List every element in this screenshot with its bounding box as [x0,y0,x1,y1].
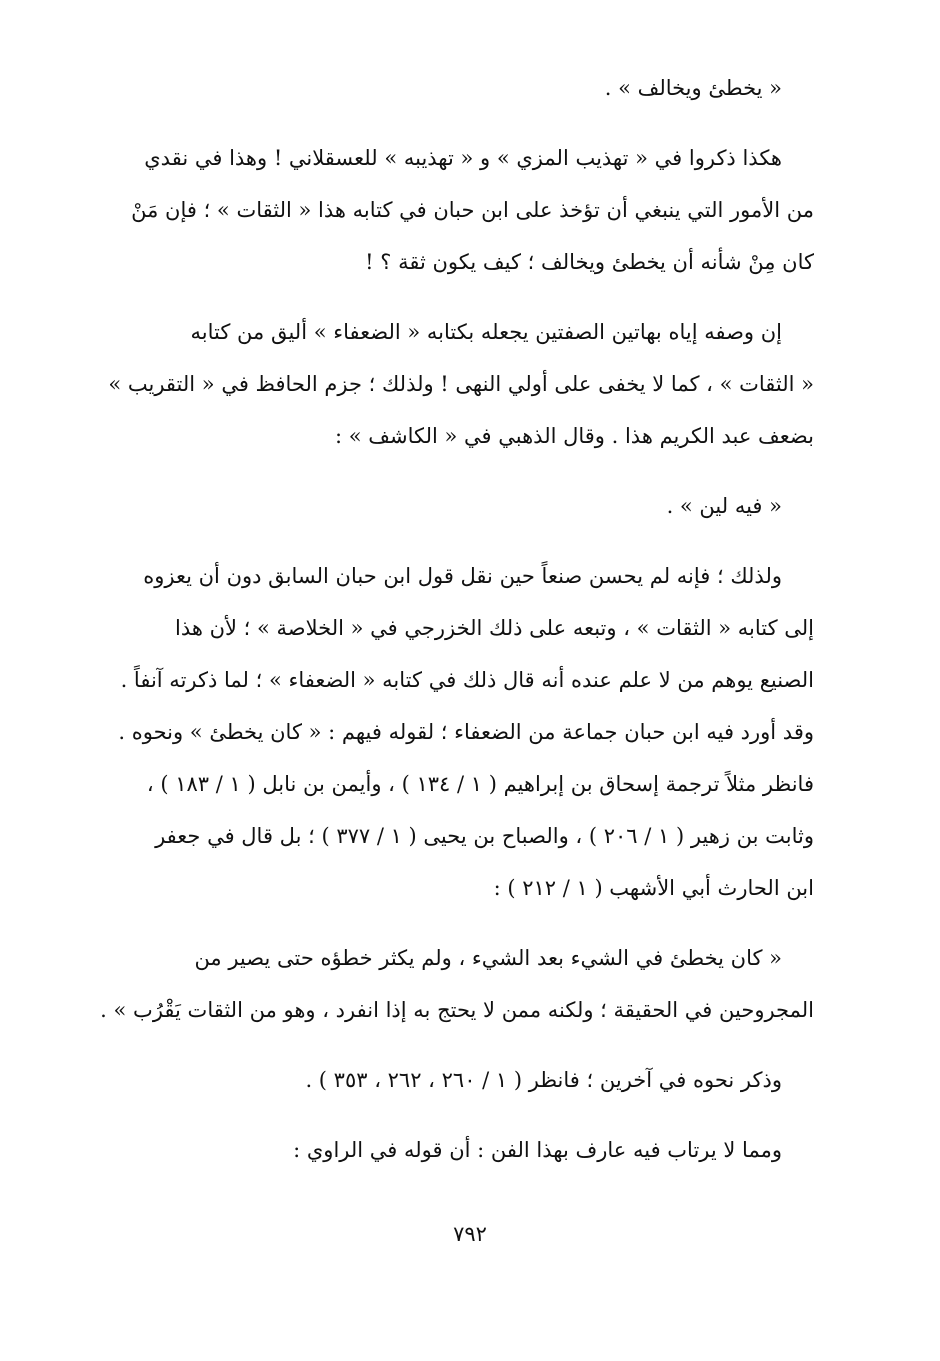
paragraph-3 [84,306,814,462]
text-line: ابن الحارث أبي الأشهب ( ١ / ٢١٢ ) : [493,876,814,900]
text-line: وقد أورد فيه ابن حبان جماعة من الضعفاء ؛ لقوله فيهم : « كان يخطئ » ونحوه . [118,720,814,744]
paragraph-quote-1 [84,62,814,114]
paragraph-quote-3 [84,932,814,1036]
paragraph-2 [84,132,814,288]
paragraph-8 [84,1124,814,1176]
text-line: كان مِنْ شأنه أن يخطئ ويخالف ؛ كيف يكون ثقة ؟ ! [365,250,814,274]
page-number: ٧٩٢ [453,1222,487,1246]
paragraph-7 [84,1054,814,1106]
text-line: الصنيع يوهم من لا علم عنده أنه قال ذلك في كتابه « الضعفاء » ؛ لما ذكرته آنفاً . [120,668,814,692]
text-line: « يخطئ ويخالف » . [604,76,782,100]
text-line: « كان يخطئ في الشيء بعد الشيء ، ولم يكثر خطؤه حتى يصير من [194,946,782,970]
page-body [84,62,814,1312]
text-line: بضعف عبد الكريم هذا . وقال الذهبي في « الكاشف » : [335,424,814,448]
text-line: ومما لا يرتاب فيه عارف بهذا الفن : أن قوله في الراوي : [293,1138,782,1162]
text-line: وذكر نحوه في آخرين ؛ فانظر ( ١ / ٢٦٠ ، ٢٦٢ ، ٣٥٣ ) . [305,1068,782,1092]
text-line: ولذلك ؛ فإنه لم يحسن صنعاً حين نقل قول ابن حبان السابق دون أن يعزوه [143,564,782,588]
paragraph-quote-2 [84,480,814,532]
text-line: إلى كتابه « الثقات » ، وتبعه على ذلك الخزرجي في « الخلاصة » ؛ لأن هذا [174,616,814,640]
text-line: « فيه لين » . [666,494,782,518]
paragraph-5 [84,550,814,914]
text-line: فانظر مثلاً ترجمة إسحاق بن إبراهيم ( ١ / ١٣٤ ) ، وأيمن بن نابل ( ١ / ١٨٣ ) ، [146,772,814,796]
text-line: « الثقات » ، كما لا يخفى على أولي النهى ! ولذلك ؛ جزم الحافظ في « التقريب » [108,372,814,396]
text-line: المجروحين في الحقيقة ؛ ولكنه ممن لا يحتج به إذا انفرد ، وهو من الثقات يَقْرُب » . [100,998,814,1022]
text-line: وثابت بن زهير ( ١ / ٢٠٦ ) ، والصباح بن يحيى ( ١ / ٣٧٧ ) ؛ بل قال في جعفر [155,824,814,848]
text-line: إن وصفه إياه بهاتين الصفتين يجعله بكتابه « الضعفاء » أليق من كتابه [190,320,782,344]
text-line: هكذا ذكروا في « تهذيب المزي » و « تهذيبه » للعسقلاني ! وهذا في نقدي [144,146,782,170]
text-line: من الأمور التي ينبغي أن تؤخذ على ابن حبان في كتابه هذا « الثقات » ؛ فإن مَنْ [131,198,814,222]
